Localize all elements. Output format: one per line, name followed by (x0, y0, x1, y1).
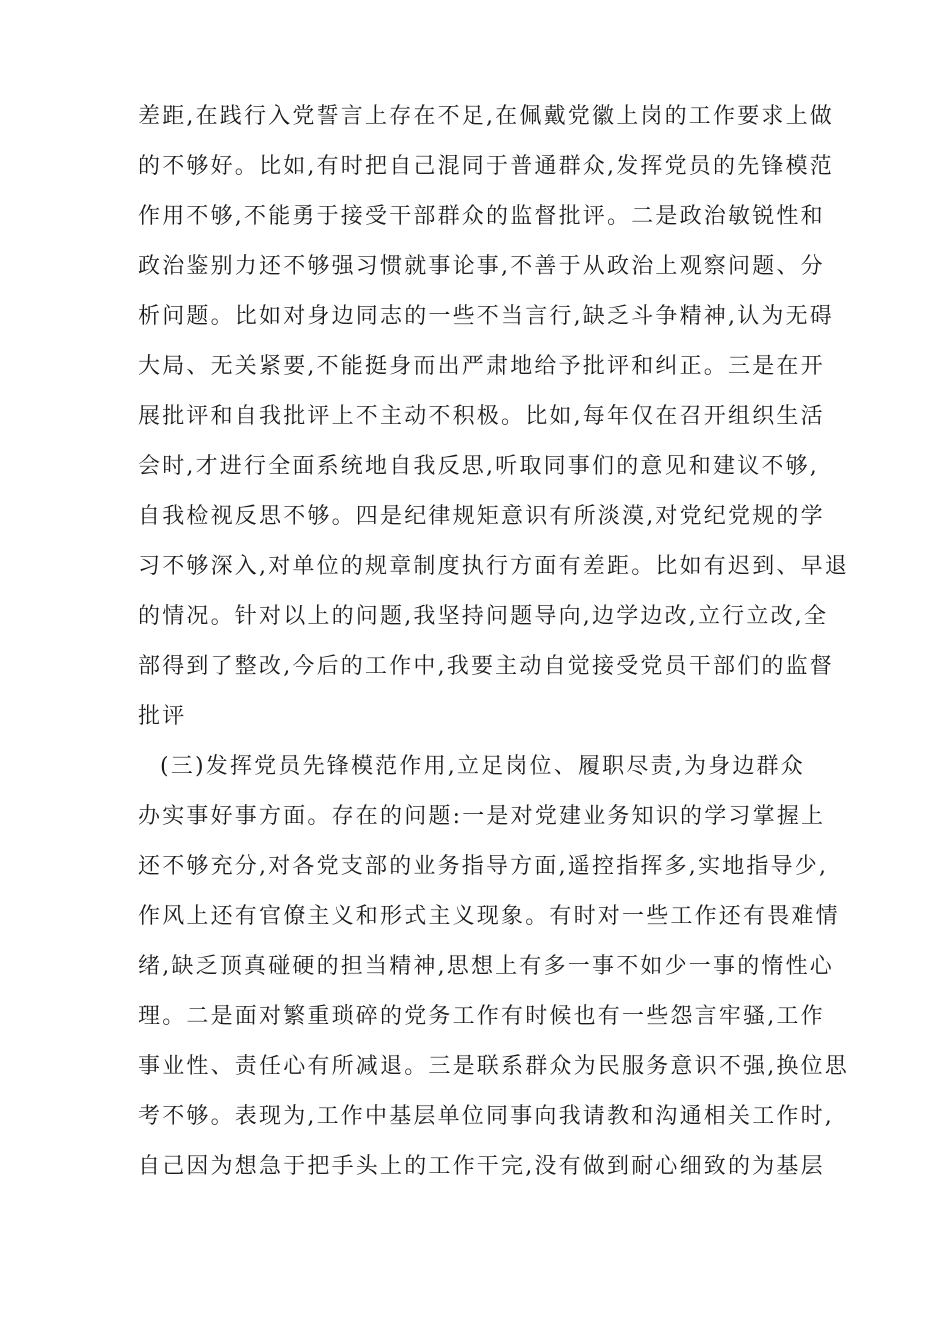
text-line: 还不够充分,对各党支部的业务指导方面,遥控指挥多,实地指导少, (138, 854, 829, 879)
text-line: 的情况。针对以上的问题,我坚持问题导向,边学边改,立行立改,全 (138, 604, 829, 629)
section-heading-line: (三)发挥党员先锋模范作用,立足岗位、履职尽责,为身边群众 (160, 754, 805, 779)
text-line: 部得到了整改,今后的工作中,我要主动自觉接受党员干部们的监督 (138, 654, 834, 679)
text-line: 办实事好事方面。存在的问题:一是对党建业务知识的学习掌握上 (138, 804, 826, 829)
text-line: 大局、无关紧要,不能挺身而出严肃地给予批评和纠正。三是在开 (138, 354, 825, 379)
text-line: 展批评和自我批评上不主动不积极。比如,每年仅在召开组织生活 (138, 404, 825, 429)
text-line: 差距,在践行入党誓言上存在不足,在佩戴党徽上岗的工作要求上做 (138, 104, 834, 129)
text-line: 政治鉴别力还不够强习惯就事论事,不善于从政治上观察问题、分 (138, 254, 825, 279)
text-line: 事业性、责任心有所减退。三是联系群众为民服务意识不强,换位思 (138, 1054, 849, 1079)
text-line: 析问题。比如对身边同志的一些不当言行,缺乏斗争精神,认为无碍 (138, 304, 834, 329)
text-line: 作用不够,不能勇于接受干部群众的监督批评。二是政治敏锐性和 (138, 204, 825, 229)
text-line: 自我检视反思不够。四是纪律规矩意识有所淡漠,对党纪党规的学 (138, 504, 825, 529)
document-body (138, 92, 849, 1192)
text-line: 绪,缺乏顶真碰硬的担当精神,思想上有多一事不如少一事的惰性心 (138, 954, 834, 979)
text-line: 的不够好。比如,有时把自己混同于普通群众,发挥党员的先锋模范 (138, 154, 834, 179)
text-line: 批评 (138, 704, 187, 729)
text-line: 自己因为想急于把手头上的工作干完,没有做到耐心细致的为基层 (138, 1154, 825, 1179)
text-line: 考不够。表现为,工作中基层单位同事向我请教和沟通相关工作时, (138, 1104, 834, 1129)
text-line: 习不够深入,对单位的规章制度执行方面有差距。比如有迟到、早退 (138, 554, 849, 579)
text-line: 理。二是面对繁重琐碎的党务工作有时候也有一些怨言牢骚,工作 (138, 1004, 825, 1029)
text-line: 会时,才进行全面系统地自我反思,听取同事们的意见和建议不够, (138, 454, 819, 479)
text-line: 作风上还有官僚主义和形式主义现象。有时对一些工作还有畏难情 (138, 904, 840, 929)
